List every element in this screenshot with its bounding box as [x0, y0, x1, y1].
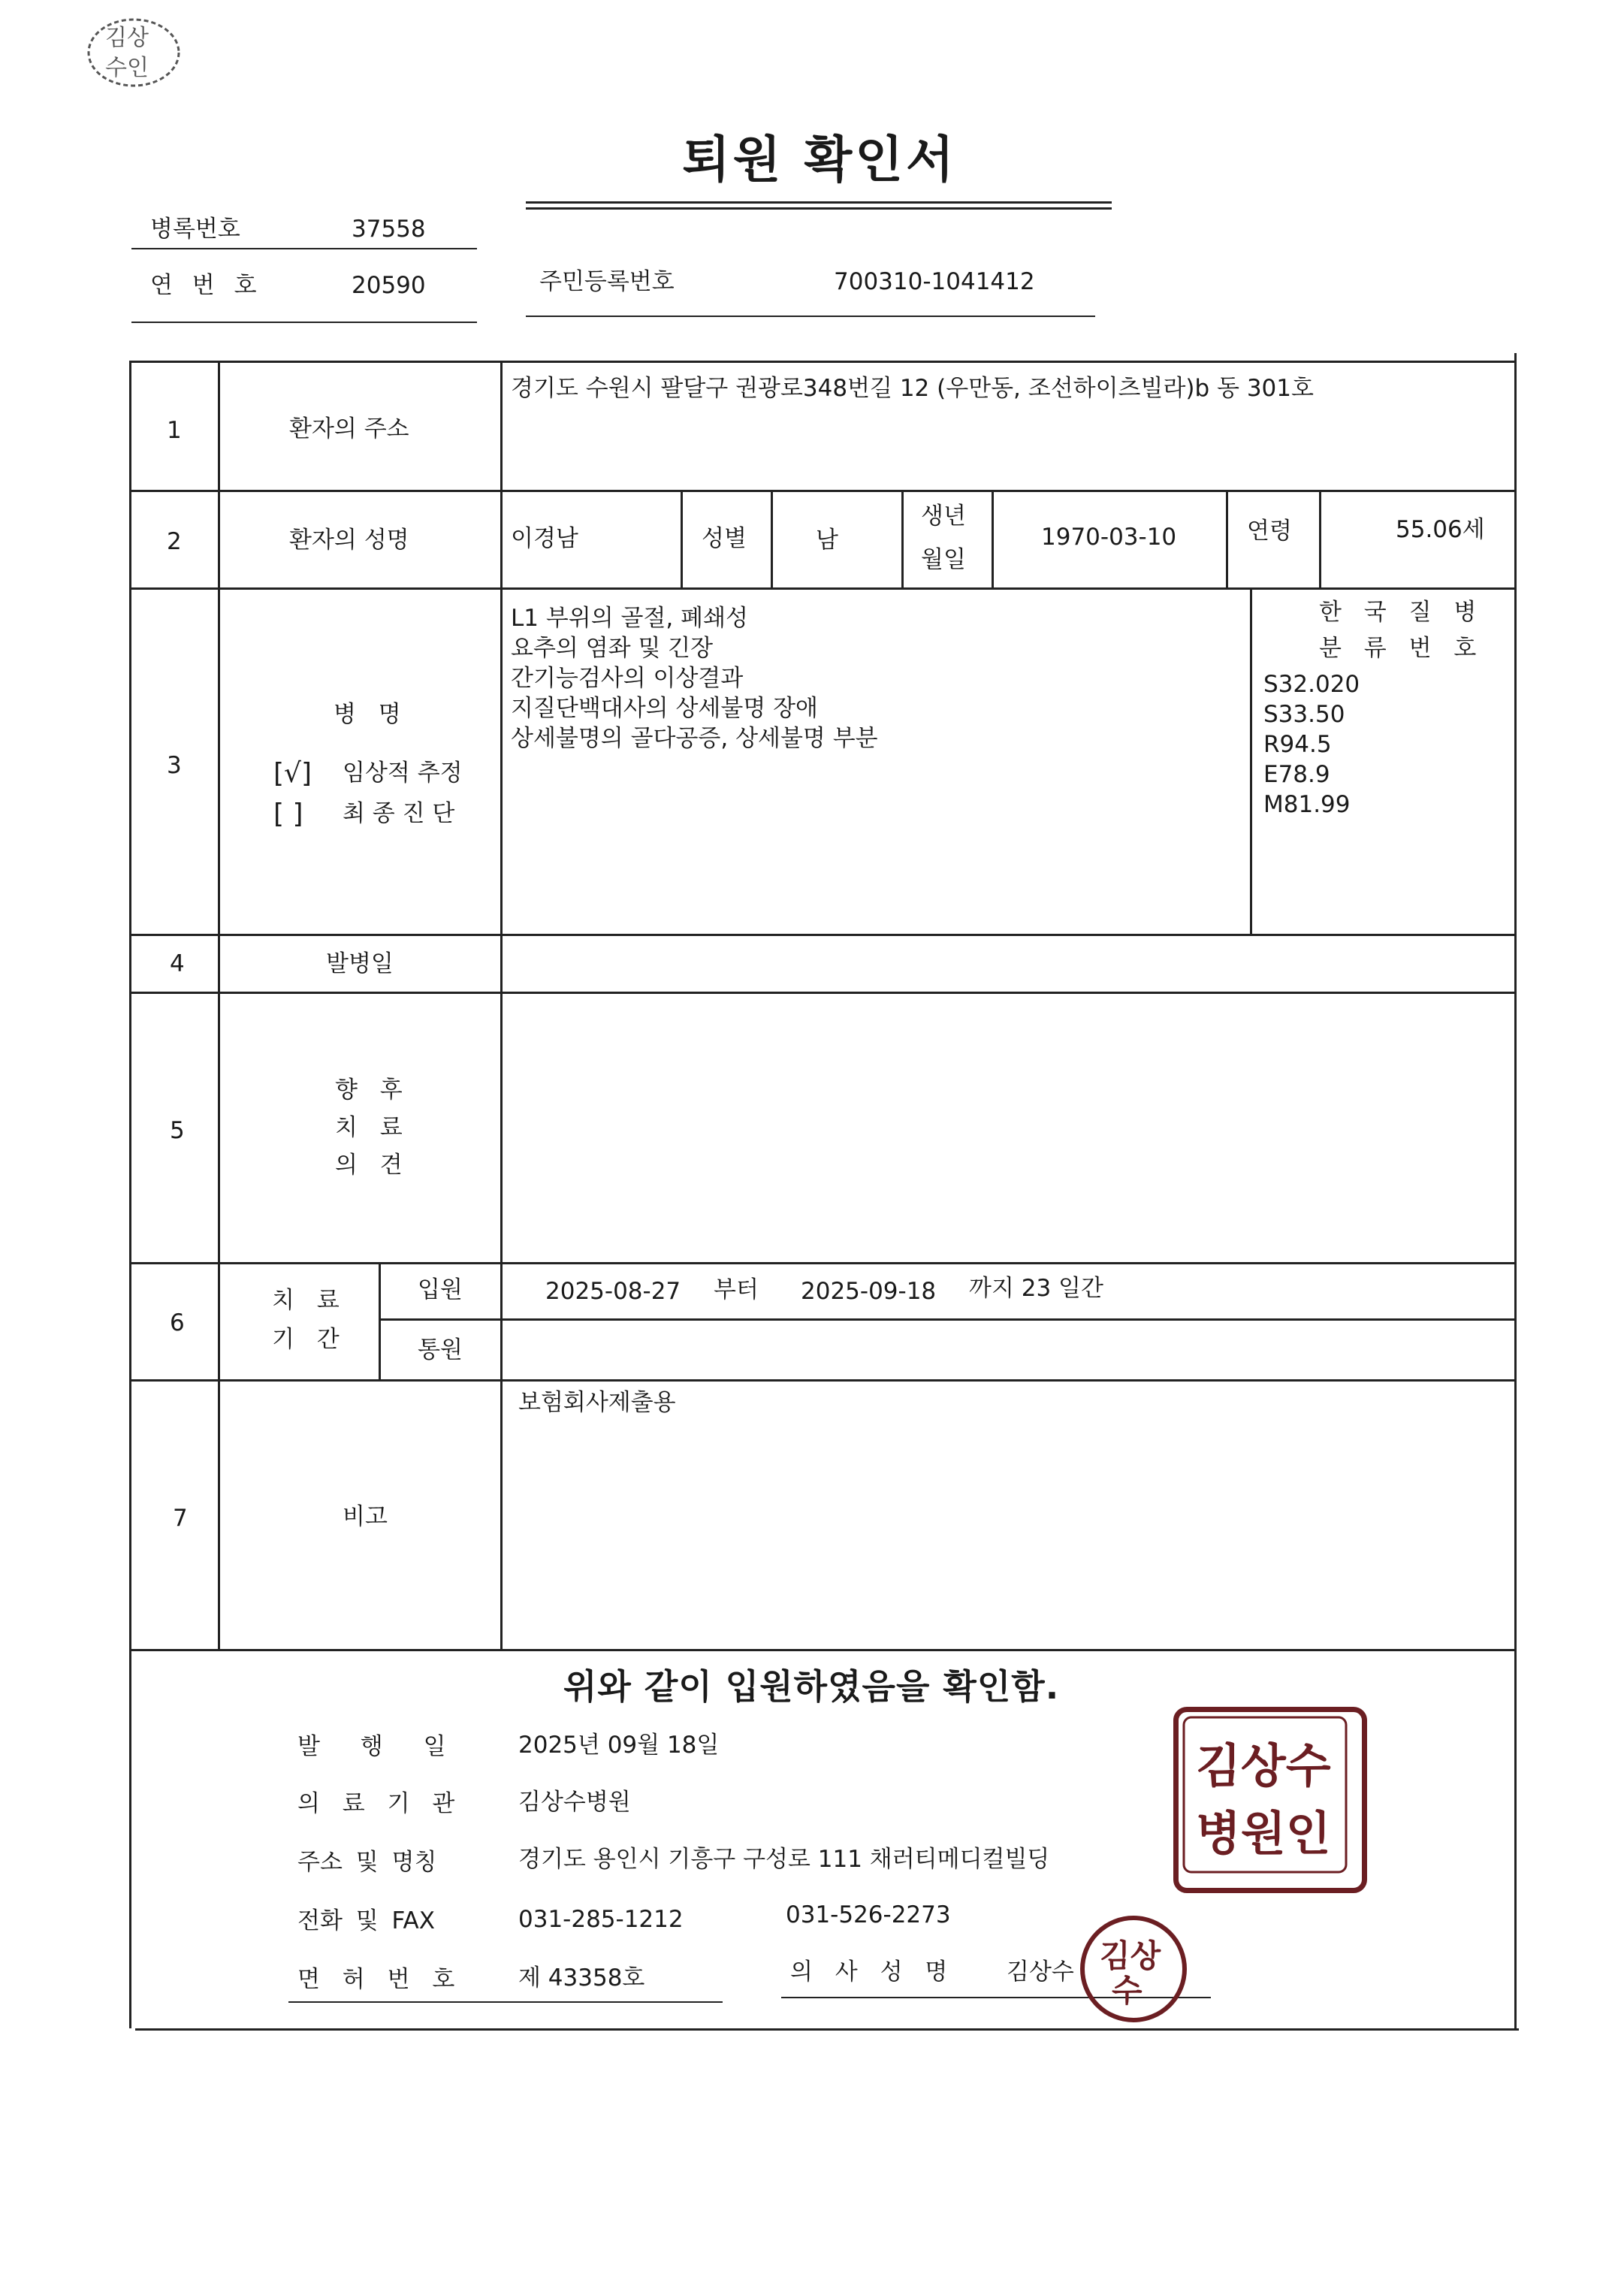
svg-text:김상: 김상 [1100, 1937, 1161, 1974]
institution-name: 김상수병원 [518, 1789, 631, 1816]
svg-text:김상수: 김상수 [1196, 1738, 1331, 1793]
clinical-estimate-label: 임상적 추정 [343, 760, 463, 787]
doctor-name: 김상수 [1007, 1958, 1074, 1986]
license-underline [288, 2001, 723, 2003]
patient-birth: 1970-03-10 [1041, 524, 1177, 551]
admission-date: 2025-08-27 [545, 1278, 681, 1305]
diagnosis-item: 상세불명의 골다공증, 상세불명 부분 [511, 725, 878, 752]
row4-label: 발병일 [326, 950, 394, 977]
phone-label: 전화 및 FAX [297, 1907, 435, 1934]
patient-name: 이경남 [511, 525, 578, 552]
svg-text:병원인: 병원인 [1196, 1806, 1331, 1861]
resident-no-label: 주민등록번호 [539, 268, 675, 295]
kcd-code: R94.5 [1263, 731, 1332, 758]
serial-no-label: 연 번 호 [150, 272, 263, 299]
final-diagnosis-check: [ ] [273, 799, 303, 829]
svg-text:김상: 김상 [105, 25, 149, 51]
row1-num: 1 [167, 417, 182, 444]
row6-label-2: 기 간 [272, 1326, 347, 1353]
row5-label-3: 의 견 [335, 1152, 410, 1179]
sex-label: 성별 [702, 525, 747, 552]
row7-label: 비고 [343, 1503, 388, 1530]
doctor-label: 의 사 성 명 [790, 1958, 955, 1986]
fax-number: 031-526-2273 [786, 1901, 951, 1928]
age-label: 연령 [1247, 518, 1292, 545]
row5-label-1: 향 후 [335, 1077, 410, 1104]
row1-label: 환자의 주소 [289, 415, 409, 442]
outpatient-label: 통원 [418, 1336, 463, 1363]
confirmation-statement: 위와 같이 입원하였음을 확인함. [563, 1666, 1060, 1707]
row5-label-2: 치 료 [335, 1114, 410, 1141]
diagnosis-item: 요추의 염좌 및 긴장 [511, 635, 714, 662]
issue-date: 2025년 09월 18일 [518, 1732, 720, 1759]
record-no: 37558 [352, 216, 426, 243]
row6-num: 6 [170, 1309, 185, 1336]
until-duration: 까지 23 일간 [969, 1275, 1103, 1302]
discharge-date: 2025-09-18 [801, 1278, 937, 1305]
license-label: 면 허 번 호 [297, 1966, 463, 1993]
patient-age: 55.06세 [1396, 516, 1485, 543]
patient-sex: 남 [816, 527, 838, 554]
record-no-underline [131, 248, 477, 249]
svg-text:수: 수 [1112, 1972, 1143, 2009]
diagnosis-item: 지질단백대사의 상세불명 장애 [511, 695, 819, 722]
birth-label-1: 생년 [921, 503, 966, 530]
row3-num: 3 [167, 752, 182, 779]
diagnosis-item: L1 부위의 골절, 폐쇄성 [511, 605, 748, 632]
kcd-code: S32.020 [1263, 671, 1360, 698]
kcd-label-1: 한 국 질 병 [1319, 599, 1484, 626]
from-label: 부터 [714, 1276, 759, 1303]
kcd-code: S33.50 [1263, 701, 1345, 728]
kcd-code: M81.99 [1263, 791, 1351, 818]
title-underline [526, 201, 1112, 204]
birth-label-2: 월일 [921, 546, 966, 573]
document-title: 퇴원 확인서 [682, 131, 957, 189]
issue-date-label: 발 행 일 [297, 1733, 463, 1760]
license-number: 제 43358호 [518, 1964, 645, 1992]
row4-num: 4 [170, 950, 185, 977]
address-label: 주소 및 명칭 [297, 1849, 437, 1876]
row7-num: 7 [173, 1505, 188, 1532]
remarks: 보험회사제출용 [518, 1389, 676, 1416]
serial-no-underline [131, 322, 477, 323]
row3-label: 병 명 [334, 701, 409, 728]
hospital-seal [1173, 1707, 1367, 1893]
serial-no: 20590 [352, 272, 426, 299]
kcd-label-2: 분 류 번 호 [1319, 635, 1484, 662]
diagnosis-item: 간기능검사의 이상결과 [511, 665, 744, 692]
patient-address: 경기도 수원시 팔달구 권광로348번길 12 (우만동, 조선하이츠빌라)b 동 301호 [511, 375, 1314, 402]
final-diagnosis-label: 최 종 진 단 [343, 800, 455, 827]
row2-label: 환자의 성명 [289, 527, 409, 554]
record-no-label: 병록번호 [150, 216, 240, 243]
clinical-estimate-check: [√] [273, 758, 312, 789]
kcd-code: E78.9 [1263, 761, 1330, 788]
institution-label: 의 료 기 관 [297, 1790, 463, 1817]
doctor-seal [1077, 1913, 1190, 2025]
resident-no: 700310-1041412 [834, 268, 1035, 295]
row5-num: 5 [170, 1117, 185, 1144]
corner-stamp [83, 9, 188, 88]
title-underline-2 [526, 207, 1112, 210]
inpatient-label: 입원 [418, 1276, 463, 1303]
phone-number: 031-285-1212 [518, 1906, 684, 1933]
row2-num: 2 [167, 528, 182, 555]
institution-address: 경기도 용인시 기흥구 구성로 111 채러티메디컬빌딩 [518, 1846, 1050, 1873]
row6-label-1: 치 료 [272, 1287, 347, 1314]
svg-text:수인: 수인 [105, 55, 149, 81]
resident-no-underline [526, 316, 1095, 317]
